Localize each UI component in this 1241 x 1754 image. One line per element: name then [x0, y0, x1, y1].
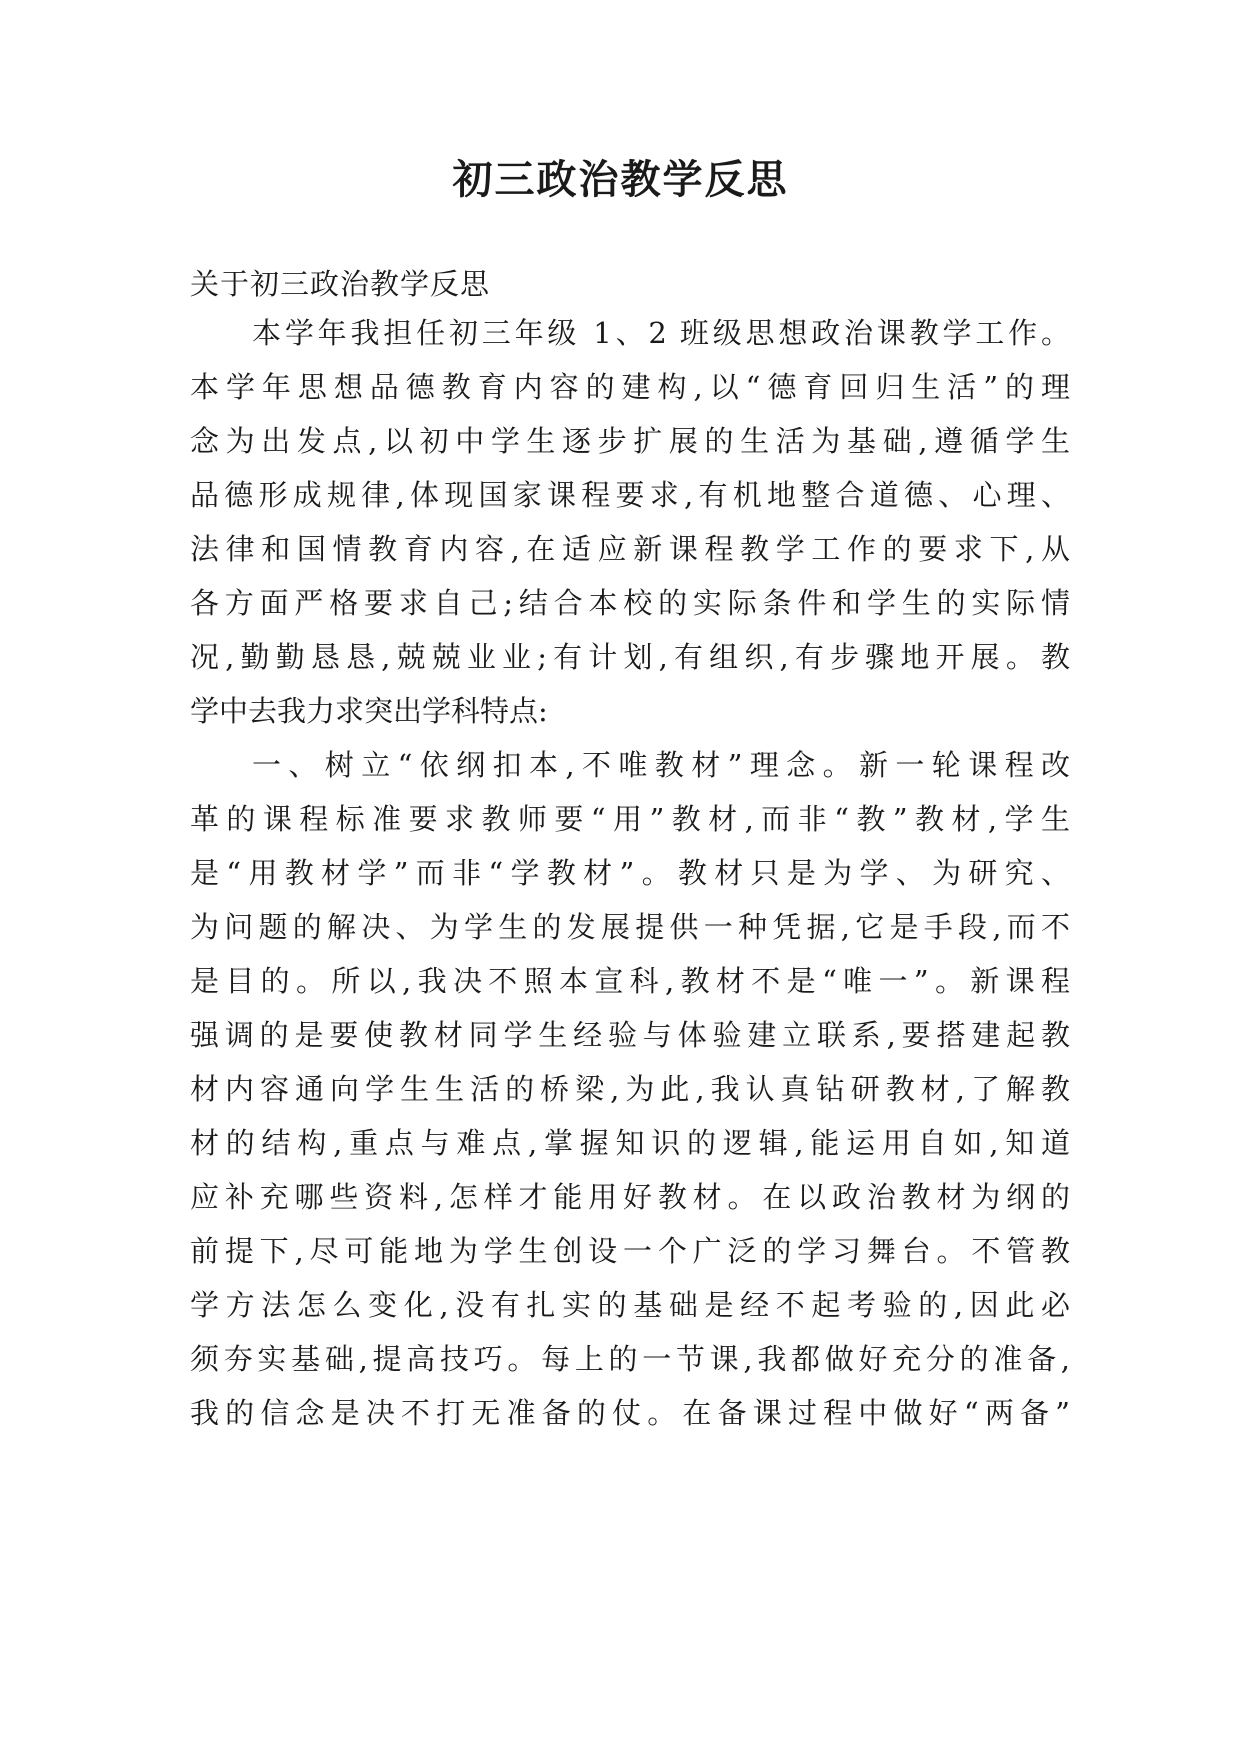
paragraph-line: 各方面严格要求自己;结合本校的实际条件和学生的实际情	[190, 586, 1070, 620]
paragraph-line: 法律和国情教育内容,在适应新课程教学工作的要求下,从	[190, 532, 1070, 566]
paragraph-line: 强调的是要使教材同学生经验与体验建立联系,要搭建起教	[190, 1018, 1070, 1052]
document-subtitle: 关于初三政治教学反思	[190, 267, 491, 301]
paragraph-line: 念为出发点,以初中学生逐步扩展的生活为基础,遵循学生	[190, 424, 1070, 458]
paragraph-line: 革的课程标准要求教师要“用”教材,而非“教”教材,学生	[190, 802, 1070, 836]
paragraph-line: 前提下,尽可能地为学生创设一个广泛的学习舞台。不管教	[190, 1234, 1070, 1268]
paragraph-line: 学中去我力求突出学科特点:	[190, 694, 548, 728]
paragraph-line: 我的信念是决不打无准备的仗。在备课过程中做好“两备”	[190, 1396, 1070, 1430]
paragraph-line: 本学年思想品德教育内容的建构,以“德育回归生活”的理	[190, 370, 1070, 404]
paragraph-line: 为问题的解决、为学生的发展提供一种凭据,它是手段,而不	[190, 910, 1070, 944]
paragraph-line: 品德形成规律,体现国家课程要求,有机地整合道德、心理、	[190, 478, 1070, 512]
paragraph-line: 一、树立“依纲扣本,不唯教材”理念。新一轮课程改	[252, 748, 1070, 782]
paragraph-line: 材内容通向学生生活的桥梁,为此,我认真钻研教材,了解教	[190, 1072, 1070, 1106]
document-title: 初三政治教学反思	[452, 156, 789, 203]
paragraph-line: 是“用教材学”而非“学教材”。教材只是为学、为研究、	[190, 856, 1070, 890]
paragraph-line: 是目的。所以,我决不照本宣科,教材不是“唯一”。新课程	[190, 964, 1070, 998]
paragraph-line: 材的结构,重点与难点,掌握知识的逻辑,能运用自如,知道	[190, 1126, 1070, 1160]
paragraph-line: 应补充哪些资料,怎样才能用好教材。在以政治教材为纲的	[190, 1180, 1070, 1214]
paragraph-line: 学方法怎么变化,没有扎实的基础是经不起考验的,因此必	[190, 1288, 1070, 1322]
paragraph-line: 本学年我担任初三年级 1、2 班级思想政治课教学工作。	[252, 316, 1070, 350]
paragraph-line: 须夯实基础,提高技巧。每上的一节课,我都做好充分的准备,	[190, 1342, 1070, 1376]
paragraph-line: 况,勤勤恳恳,兢兢业业;有计划,有组织,有步骤地开展。教	[190, 640, 1070, 674]
